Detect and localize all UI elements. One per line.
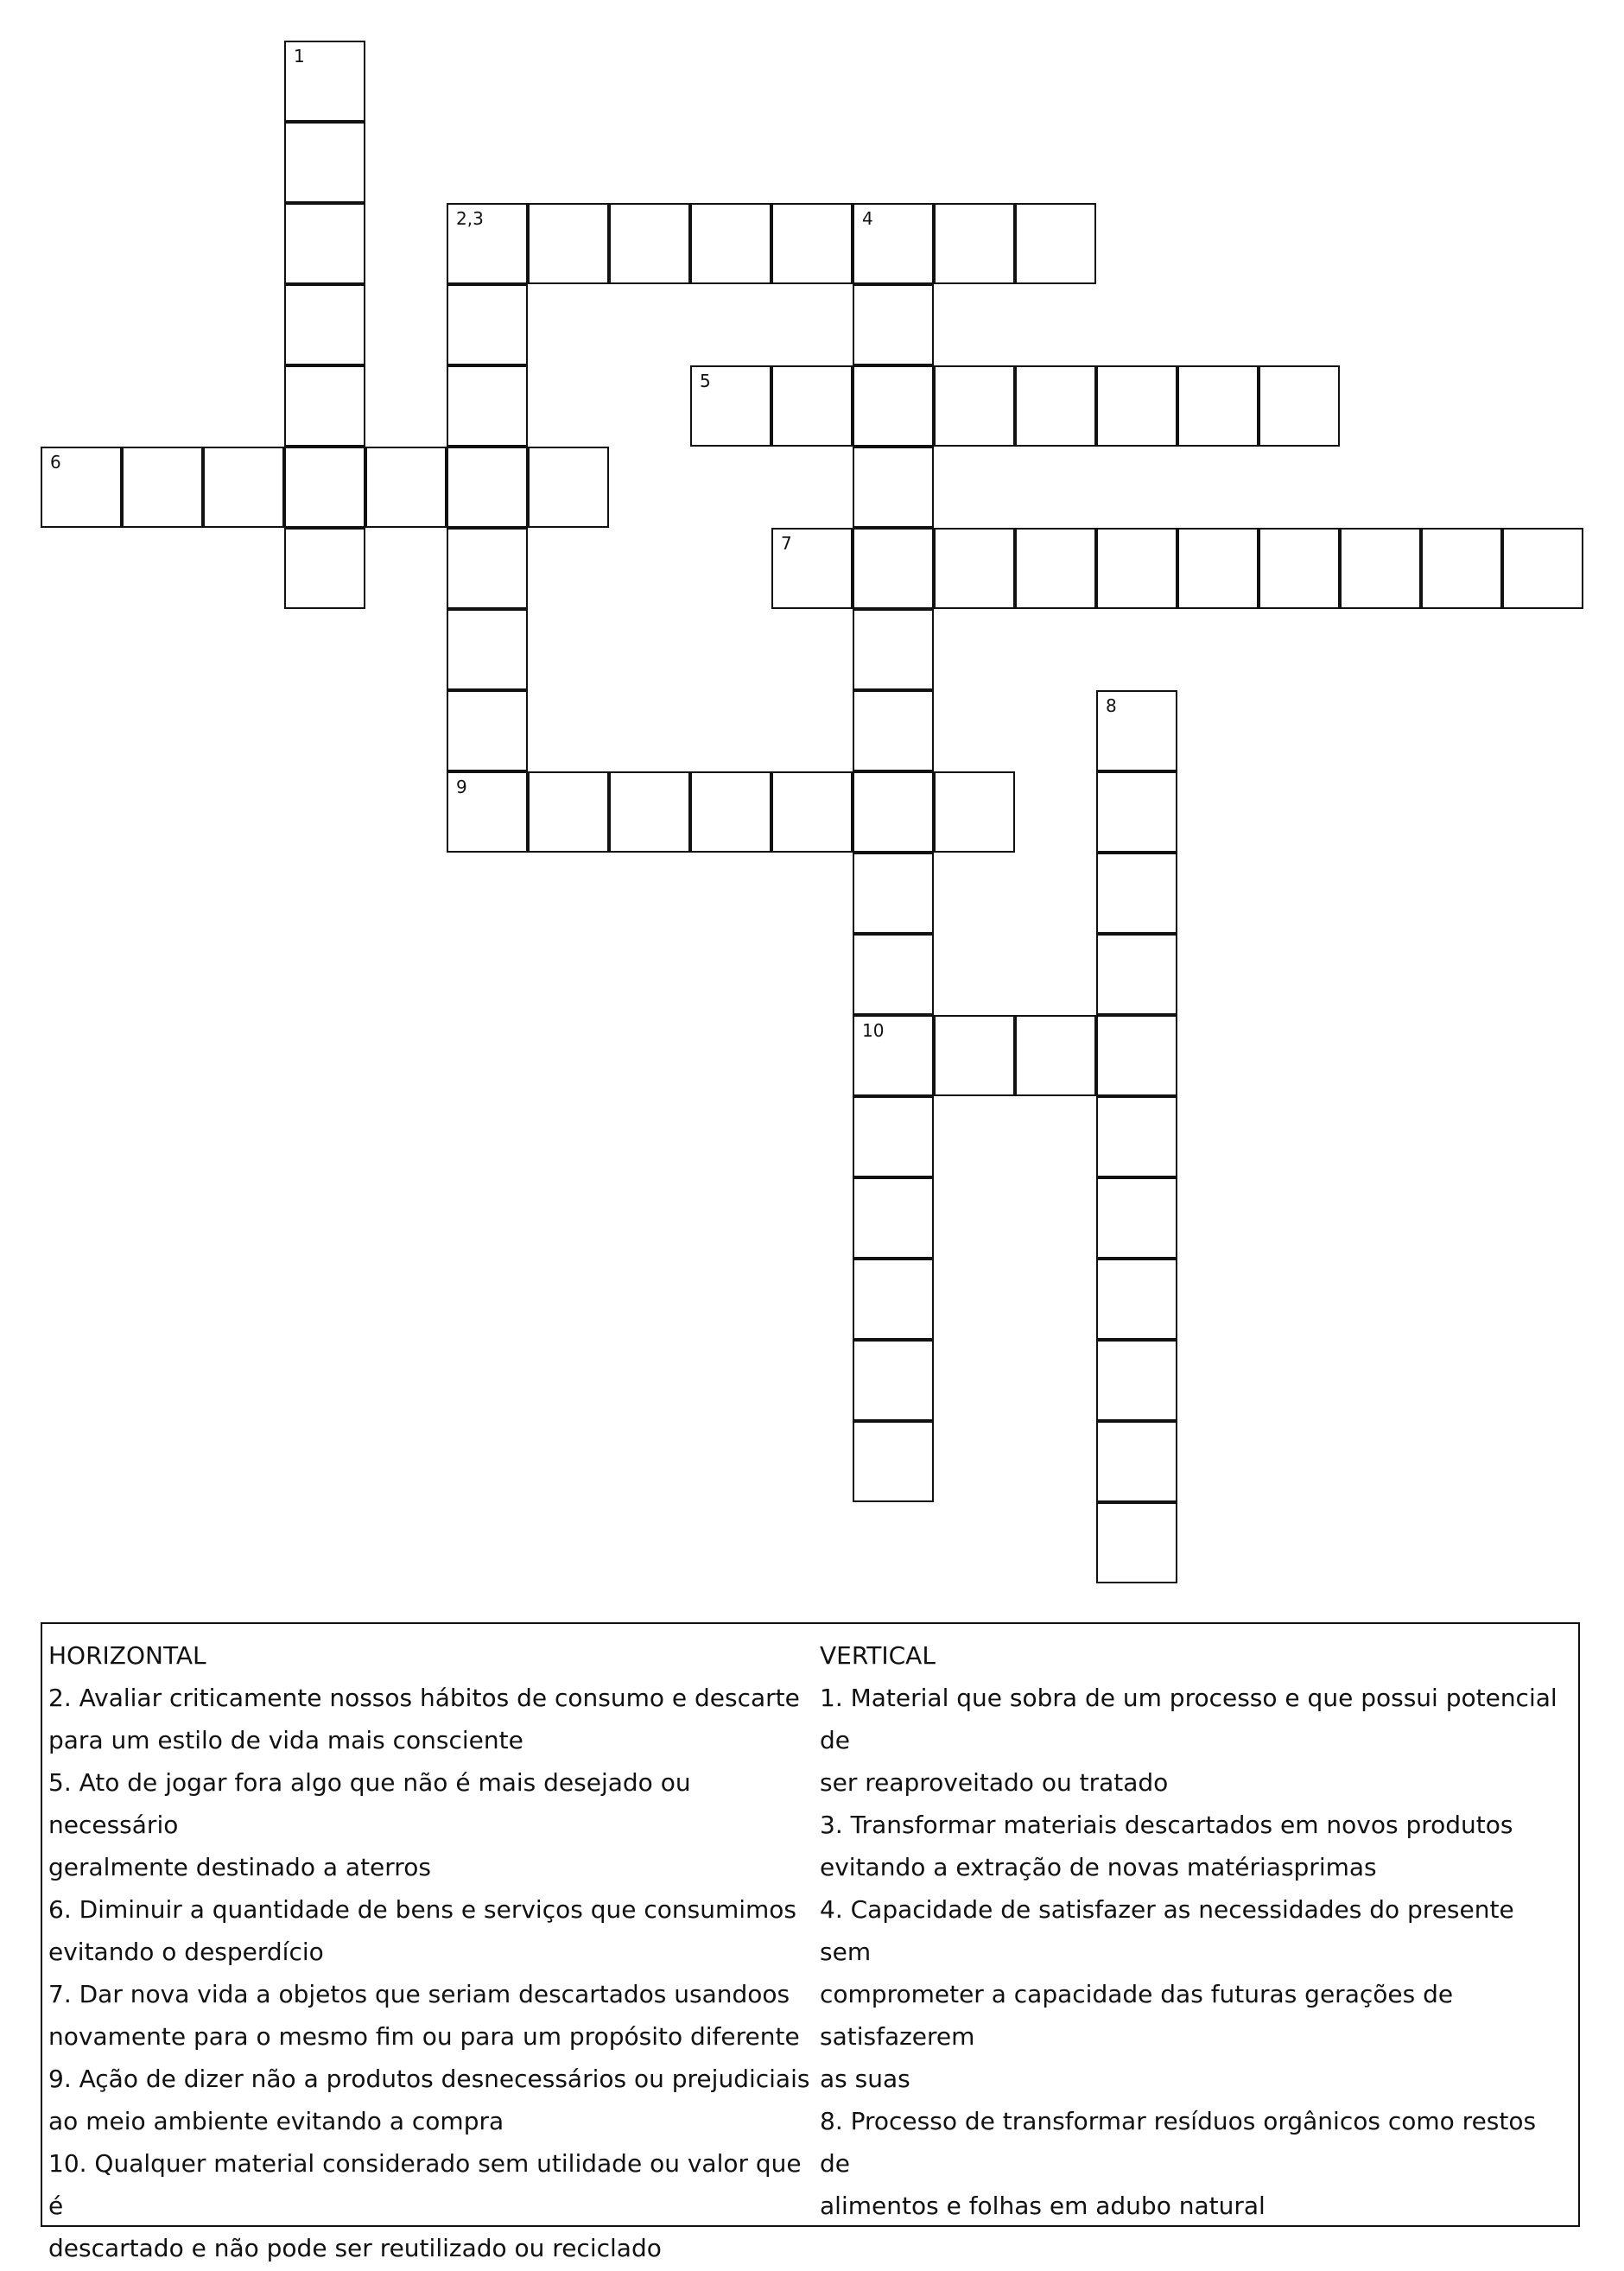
crossword-cell[interactable] [284, 284, 365, 365]
crossword-cell[interactable] [284, 41, 365, 122]
crossword-cell[interactable] [853, 1421, 934, 1502]
crossword-cell[interactable] [690, 771, 771, 853]
crossword-cell[interactable] [934, 771, 1015, 853]
clue-line: 10. Qualquer material considerado sem utilidade ou valor que é [48, 2149, 802, 2220]
crossword-cell[interactable] [284, 528, 365, 609]
clue-number: 4 [862, 208, 873, 229]
clue-number: 9 [456, 777, 467, 797]
crossword-cell[interactable] [609, 771, 690, 853]
clue-line: ao meio ambiente evitando a compra [48, 2107, 504, 2135]
clue-line: evitando a extração de novas matériasprimas [820, 1853, 1377, 1881]
crossword-cell[interactable] [1502, 528, 1583, 609]
clue-number: 5 [700, 371, 711, 391]
crossword-cell[interactable] [284, 365, 365, 447]
clue-line: novamente para o mesmo fim ou para um propósito diferente [48, 2022, 800, 2051]
crossword-cell[interactable] [1096, 1421, 1177, 1502]
clue-number: 7 [781, 533, 792, 554]
crossword-cell[interactable] [853, 934, 934, 1015]
crossword-cell[interactable] [1096, 853, 1177, 934]
vertical-clues [820, 1634, 1571, 2227]
crossword-cell[interactable] [853, 771, 934, 853]
crossword-cell[interactable] [203, 447, 284, 528]
crossword-cell[interactable] [1096, 771, 1177, 853]
crossword-cell[interactable] [1096, 1015, 1177, 1096]
crossword-cell[interactable] [1096, 1259, 1177, 1340]
crossword-cell[interactable] [853, 1340, 934, 1421]
crossword-cell[interactable] [1096, 1340, 1177, 1421]
crossword-cell[interactable] [934, 365, 1015, 447]
crossword-cell[interactable] [690, 203, 771, 284]
crossword-cell[interactable] [1096, 1177, 1177, 1259]
crossword-cell[interactable] [1421, 528, 1502, 609]
clue-number: 2,3 [456, 208, 484, 229]
crossword-cell[interactable] [1259, 365, 1340, 447]
clue-line: 9. Ação de dizer não a produtos desnecessários ou prejudiciais [48, 2065, 810, 2093]
crossword-cell[interactable] [853, 528, 934, 609]
crossword-cell[interactable] [447, 284, 528, 365]
crossword-cell[interactable] [365, 447, 447, 528]
crossword-cell[interactable] [284, 447, 365, 528]
crossword-cell[interactable] [853, 1259, 934, 1340]
crossword-cell[interactable] [528, 771, 609, 853]
crossword-cell[interactable] [447, 365, 528, 447]
crossword-cell[interactable] [1340, 528, 1421, 609]
clue-line: alimentos e folhas em adubo natural [820, 2192, 1266, 2220]
crossword-cell[interactable] [1096, 690, 1177, 771]
crossword-cell[interactable] [1096, 528, 1177, 609]
clues-box [41, 1622, 1580, 2262]
crossword-cell[interactable] [447, 447, 528, 528]
crossword-cell[interactable] [447, 771, 528, 853]
crossword-cell[interactable] [771, 203, 853, 284]
clue-line: 7. Dar nova vida a objetos que seriam descartados usandoos [48, 1980, 790, 2008]
crossword-cell[interactable] [853, 365, 934, 447]
crossword-cell[interactable] [934, 203, 1015, 284]
clue-line: 5. Ato de jogar fora algo que não é mais desejado ou necessário [48, 1768, 691, 1839]
clue-number: 10 [862, 1020, 885, 1041]
crossword-cell[interactable] [1096, 1502, 1177, 1583]
clue-number: 6 [50, 452, 61, 473]
clue-line: geralmente destinado a aterros [48, 1853, 431, 1881]
crossword-cell[interactable] [771, 365, 853, 447]
clue-line: 2. Avaliar criticamente nossos hábitos de consumo e descarte [48, 1684, 800, 1712]
crossword-cell[interactable] [853, 447, 934, 528]
crossword-cell[interactable] [1177, 528, 1259, 609]
crossword-cell[interactable] [447, 609, 528, 690]
crossword-cell[interactable] [1015, 365, 1096, 447]
crossword-cell[interactable] [853, 1015, 934, 1096]
crossword-cell[interactable] [1015, 1015, 1096, 1096]
crossword-cell[interactable] [1177, 365, 1259, 447]
crossword-cell[interactable] [853, 690, 934, 771]
clue-line: evitando o desperdício [48, 1938, 324, 1966]
crossword-cell[interactable] [528, 203, 609, 284]
crossword-cell[interactable] [1096, 934, 1177, 1015]
crossword-cell[interactable] [1015, 203, 1096, 284]
crossword-cell[interactable] [528, 447, 609, 528]
clue-number: 1 [294, 46, 305, 67]
crossword-cell[interactable] [1096, 1096, 1177, 1177]
vertical-heading: VERTICAL [820, 1641, 936, 1670]
crossword-cell[interactable] [41, 447, 122, 528]
clue-number: 8 [1106, 695, 1117, 716]
crossword-cell[interactable] [447, 690, 528, 771]
crossword-cell[interactable] [1259, 528, 1340, 609]
crossword-cell[interactable] [1015, 528, 1096, 609]
crossword-cell[interactable] [934, 528, 1015, 609]
crossword-cell[interactable] [1096, 365, 1177, 447]
crossword-cell[interactable] [853, 853, 934, 934]
crossword-cell[interactable] [853, 1177, 934, 1259]
clue-line: 6. Diminuir a quantidade de bens e serviços que consumimos [48, 1895, 797, 1924]
crossword-cell[interactable] [771, 528, 853, 609]
crossword-cell[interactable] [284, 122, 365, 203]
crossword-cell[interactable] [853, 1096, 934, 1177]
crossword-cell[interactable] [609, 203, 690, 284]
crossword-cell[interactable] [284, 203, 365, 284]
crossword-cell[interactable] [934, 1015, 1015, 1096]
clue-line: 3. Transformar materiais descartados em novos produtos [820, 1811, 1513, 1839]
clue-line: as suas [820, 2065, 910, 2093]
crossword-cell[interactable] [853, 609, 934, 690]
crossword-cell[interactable] [853, 203, 934, 284]
horizontal-heading: HORIZONTAL [48, 1641, 206, 1670]
clue-line: comprometer a capacidade das futuras gerações de satisfazerem [820, 1980, 1454, 2051]
clue-line: ser reaproveitado ou tratado [820, 1768, 1169, 1797]
clue-line: descartado e não pode ser reutilizado ou reciclado [48, 2234, 662, 2262]
crossword-cell[interactable] [771, 771, 853, 853]
horizontal-clues [48, 1634, 817, 2269]
clue-line: 1. Material que sobra de um processo e que possui potencial de [820, 1684, 1557, 1754]
crossword-cell[interactable] [447, 203, 528, 284]
crossword-cell[interactable] [122, 447, 203, 528]
crossword-cell[interactable] [853, 284, 934, 365]
crossword-cell[interactable] [447, 528, 528, 609]
clue-line: 4. Capacidade de satisfazer as necessidades do presente sem [820, 1895, 1514, 1966]
crossword-cell[interactable] [690, 365, 771, 447]
clue-line: 8. Processo de transformar resíduos orgânicos como restos de [820, 2107, 1537, 2178]
clue-line: para um estilo de vida mais consciente [48, 1726, 523, 1754]
